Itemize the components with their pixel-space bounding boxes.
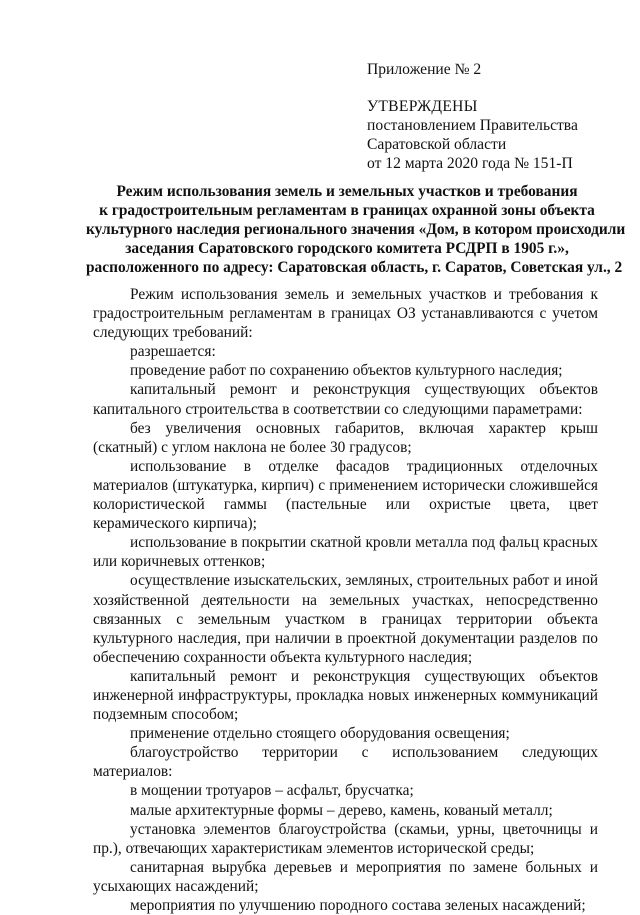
paragraph: применение отдельно стоящего оборудования освещения; <box>130 725 510 743</box>
paragraph: капитальный ремонт и реконструкция существующих объектов инженерной инфраструктуры, прокладка новых инженерных коммуникаций подземным способом; <box>93 667 598 724</box>
paragraph: санитарная вырубка деревьев и мероприятия по замене больных и усыхающих насаждений; <box>93 858 598 895</box>
paragraph: в мощении тротуаров – асфальт, брусчатка; <box>130 782 414 800</box>
paragraph: проведение работ по сохранению объектов культурного наследия; <box>130 362 563 380</box>
paragraph: благоустройство территории с использованием следующих материалов: <box>93 744 598 781</box>
paragraph: Режим использования земель и земельных участков и требования к градостроительным регламентам в границах ОЗ устанавливаются с учетом следующих требований: <box>93 286 598 342</box>
approval-line: постановлением Правительства <box>367 117 578 134</box>
title-line: к градостроительным регламентам в границах охранной зоны объекта <box>99 202 595 219</box>
annex-number: Приложение № 2 <box>367 61 482 78</box>
title-line: заседания Саратовского городского комитета РСДРП в 1905 г.», <box>125 240 569 257</box>
paragraph: использование в отделке фасадов традиционных отделочных материалов (штукатурка, кирпич) с применением исторически сложившейся колористической гаммы (пастельные или охристые цвета, цвет керамического кирпича); <box>93 457 598 533</box>
paragraph: использование в покрытии скатной кровли металла под фальц красных или коричневых оттенков; <box>93 534 598 571</box>
paragraph: капитальный ремонт и реконструкция существующих объектов капитального строительства в соответствии со следующими параметрами: <box>93 381 598 418</box>
document-body <box>93 285 598 915</box>
title-line: Режим использования земель и земельных участков и требования <box>116 183 578 200</box>
paragraph: без увеличения основных габаритов, включая характер крыш (скатный) с углом наклона не более 30 градусов; <box>93 419 598 456</box>
paragraph: малые архитектурные формы – дерево, камень, кованый металл; <box>130 801 553 819</box>
document-title <box>86 182 626 277</box>
paragraph: мероприятия по улучшению породного состава зеленых насаждений; <box>130 897 586 914</box>
approved-heading: УТВЕРЖДЕНЫ <box>367 98 478 115</box>
title-line: культурного наследия регионального значения «Дом, в котором происходили <box>86 221 626 238</box>
paragraph: осуществление изыскательских, земляных, строительных работ и иной хозяйственной деятельности на земельных участках, непосредственно связанных с земельным участком в границах территории объекта культурного наследия, при наличии в проектной документации разделов по обеспечению сохранности объекта культурного наследия; <box>93 572 598 666</box>
title-line: расположенного по адресу: Саратовская область, г. Саратов, Советская ул., 2 <box>86 259 623 276</box>
approval-line: Саратовской области <box>367 136 507 153</box>
paragraph: разрешается: <box>130 343 216 361</box>
approval-block <box>367 60 629 173</box>
approval-line: от 12 марта 2020 года № 151-П <box>367 155 573 172</box>
paragraph: установка элементов благоустройства (скамьи, урны, цветочницы и пр.), отвечающих характеристикам элементов исторической среды; <box>93 820 598 857</box>
